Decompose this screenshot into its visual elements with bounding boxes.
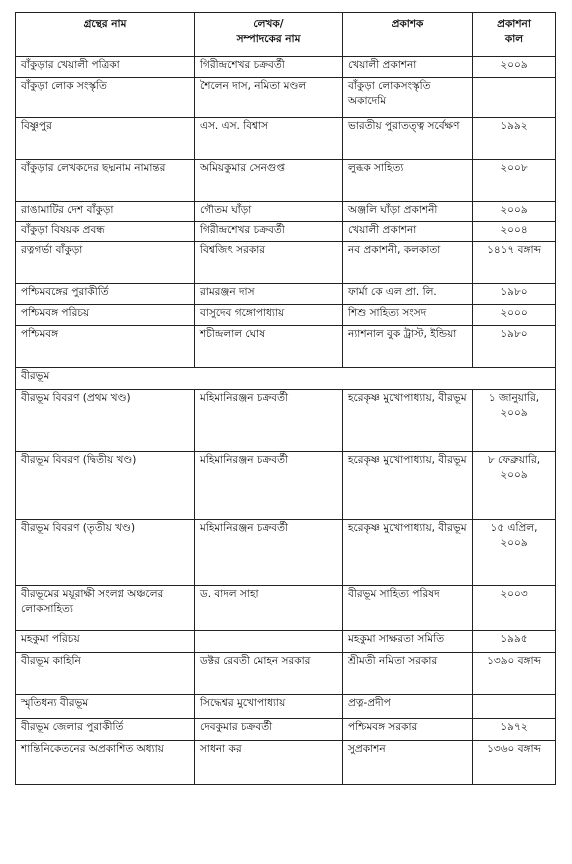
publication-date-cell: ২০০৯ (473, 202, 556, 222)
header-author: লেখক/ সম্পাদকের নাম (195, 13, 343, 57)
table-row (16, 452, 556, 520)
section-row (16, 368, 556, 390)
author-cell: অমিয়কুমার সেনগুপ্ত (195, 160, 343, 202)
publication-date-cell: ২০০৩ (473, 586, 556, 631)
table-row (16, 160, 556, 202)
table-row (16, 202, 556, 222)
publication-date-cell: ২০০৮ (473, 160, 556, 202)
publisher-cell: হরেকৃষ্ণ মুখোপাধ্যায়, বীরভূম (343, 390, 473, 452)
publisher-cell: ফার্মা কে এল প্রা. লি. (343, 284, 473, 305)
book-title-cell: পশ্চিমবঙ্গ পরিচয় (16, 305, 195, 326)
publisher-cell: শিশু সাহিত্য সংসদ (343, 305, 473, 326)
publisher-cell: মহকুমা সাক্ষরতা সমিতি (343, 631, 473, 653)
bibliography-table (15, 12, 556, 785)
header-row (16, 13, 556, 57)
author-cell: মহিমানিরঞ্জন চক্রবর্তী (195, 452, 343, 520)
table-row (16, 284, 556, 305)
table-row (16, 586, 556, 631)
book-title-cell: বাঁকুড়া লোক সংস্কৃতি (16, 78, 195, 118)
publisher-cell: বীরভূম সাহিত্য পরিষদ (343, 586, 473, 631)
book-title-cell: পশ্চিমবঙ্গ (16, 326, 195, 368)
table-row (16, 242, 556, 284)
book-title-cell: রাঙামাটির দেশ বাঁকুড়া (16, 202, 195, 222)
publisher-cell: পশ্চিমবঙ্গ সরকার (343, 719, 473, 741)
publisher-cell: ভারতীয় পুরাতত্ত্ব সর্বেক্ষণ (343, 118, 473, 160)
author-cell: গিরীন্দ্রশেখর চক্রবর্তী (195, 222, 343, 242)
book-title-cell: রত্নগর্ভা বাঁকুড়া (16, 242, 195, 284)
publisher-cell: খেয়ালী প্রকাশনা (343, 222, 473, 242)
table-row (16, 719, 556, 741)
publisher-cell: লুব্ধক সাহিত্য (343, 160, 473, 202)
section-heading: বীরভূম (16, 368, 556, 390)
author-cell: মহিমানিরঞ্জন চক্রবর্তী (195, 390, 343, 452)
publication-date-cell: ১৩৬০ বঙ্গাব্দ (473, 741, 556, 785)
publication-date-cell: ১৯৮০ (473, 284, 556, 305)
publication-date-cell: ১৩৯০ বঙ্গাব্দ (473, 653, 556, 695)
book-title-cell: বীরভূম কাহিনি (16, 653, 195, 695)
publisher-cell: হরেকৃষ্ণ মুখোপাধ্যায়, বীরভূম (343, 520, 473, 586)
table-row (16, 741, 556, 785)
book-title-cell: বীরভূম বিবরণ (তৃতীয় খণ্ড) (16, 520, 195, 586)
book-title-cell: স্মৃতিধন্য বীরভূম (16, 695, 195, 719)
book-title-cell: বাঁকুড়ার লেখকদের ছদ্মনাম নামান্তর (16, 160, 195, 202)
publication-date-cell: ১৯৮০ (473, 326, 556, 368)
publication-date-cell (473, 695, 556, 719)
author-cell (195, 631, 343, 653)
publication-date-cell (473, 78, 556, 118)
header-title: গ্রন্থের নাম (16, 13, 195, 57)
publication-date-cell: ২০০০ (473, 305, 556, 326)
publication-date-cell: ১৫ এপ্রিল, ২০০৯ (473, 520, 556, 586)
table-row (16, 390, 556, 452)
publication-date-cell: ১৯৯৫ (473, 631, 556, 653)
table-row (16, 695, 556, 719)
publisher-cell: অঞ্জলি ঘাঁড়া প্রকাশনী (343, 202, 473, 222)
publisher-cell: শ্রীমতী নমিতা সরকার (343, 653, 473, 695)
author-cell: গৌতম ঘাঁড়া (195, 202, 343, 222)
author-cell: গিরীন্দ্রশেখর চক্রবর্তী (195, 57, 343, 78)
book-title-cell: পশ্চিমবঙ্গের পুরাকীর্তি (16, 284, 195, 305)
table-row (16, 305, 556, 326)
publication-date-cell: ১৪১৭ বঙ্গাব্দ (473, 242, 556, 284)
book-title-cell: বীরভূমের ময়ূরাক্ষী সংলগ্ন অঞ্চলের লোকসাহিত্য (16, 586, 195, 631)
book-title-cell: বিষ্ণুপুর (16, 118, 195, 160)
author-cell: মহিমানিরঞ্জন চক্রবর্তী (195, 520, 343, 586)
publication-date-cell: ২০০৯ (473, 57, 556, 78)
table-body (16, 57, 556, 785)
publication-date-cell: ১ জানুয়ারি, ২০০৯ (473, 390, 556, 452)
author-cell: ড. বাদল সাহা (195, 586, 343, 631)
header-publisher: প্রকাশক (343, 13, 473, 57)
author-cell: বাসুদেব গঙ্গোপাধ্যায় (195, 305, 343, 326)
publisher-cell: ন্যাশনাল বুক ট্রাস্ট, ইন্ডিয়া (343, 326, 473, 368)
publication-date-cell: ১৯৭২ (473, 719, 556, 741)
book-title-cell: বীরভূম জেলার পুরাকীর্তি (16, 719, 195, 741)
author-cell: ডক্টর রেবতী মোহন সরকার (195, 653, 343, 695)
publisher-cell: নব প্রকাশনী, কলকাতা (343, 242, 473, 284)
publisher-cell: প্রত্ন-প্রদীপ (343, 695, 473, 719)
publisher-cell: হরেকৃষ্ণ মুখোপাধ্যায়, বীরভূম (343, 452, 473, 520)
table-row (16, 118, 556, 160)
book-title-cell: বীরভূম বিবরণ (প্রথম খণ্ড) (16, 390, 195, 452)
book-title-cell: মহকুমা পরিচয় (16, 631, 195, 653)
author-cell: বিশ্বজিৎ সরকার (195, 242, 343, 284)
table-row (16, 653, 556, 695)
table-row (16, 222, 556, 242)
publication-date-cell: ১৯৯২ (473, 118, 556, 160)
author-cell: শচীন্দ্রলাল ঘোষ (195, 326, 343, 368)
author-cell: সাধনা কর (195, 741, 343, 785)
table-row (16, 326, 556, 368)
book-title-cell: বাঁকুড়া বিষয়ক প্রবন্ধ (16, 222, 195, 242)
table-row (16, 57, 556, 78)
publisher-cell: সুপ্রকাশন (343, 741, 473, 785)
book-title-cell: বাঁকুড়ার খেয়ালী পত্রিকা (16, 57, 195, 78)
publisher-cell: খেয়ালী প্রকাশনা (343, 57, 473, 78)
header-date: প্রকাশনা কাল (473, 13, 556, 57)
author-cell: শৈলেন দাস, নমিতা মণ্ডল (195, 78, 343, 118)
publisher-cell: বাঁকুড়া লোকসংস্কৃতি অকাদেমি (343, 78, 473, 118)
author-cell: এস. এস. বিশ্বাস (195, 118, 343, 160)
author-cell: দেবকুমার চক্রবর্তী (195, 719, 343, 741)
book-title-cell: বীরভূম বিবরণ (দ্বিতীয় খণ্ড) (16, 452, 195, 520)
publication-date-cell: ৮ ফেব্রুয়ারি, ২০০৯ (473, 452, 556, 520)
table-row (16, 520, 556, 586)
table-row (16, 631, 556, 653)
table-row (16, 78, 556, 118)
publication-date-cell: ২০০৪ (473, 222, 556, 242)
book-title-cell: শান্তিনিকেতনের অপ্রকাশিত অধ্যায় (16, 741, 195, 785)
author-cell: রামরঞ্জন দাস (195, 284, 343, 305)
author-cell: সিদ্ধেশ্বর মুখোপাধ্যায় (195, 695, 343, 719)
